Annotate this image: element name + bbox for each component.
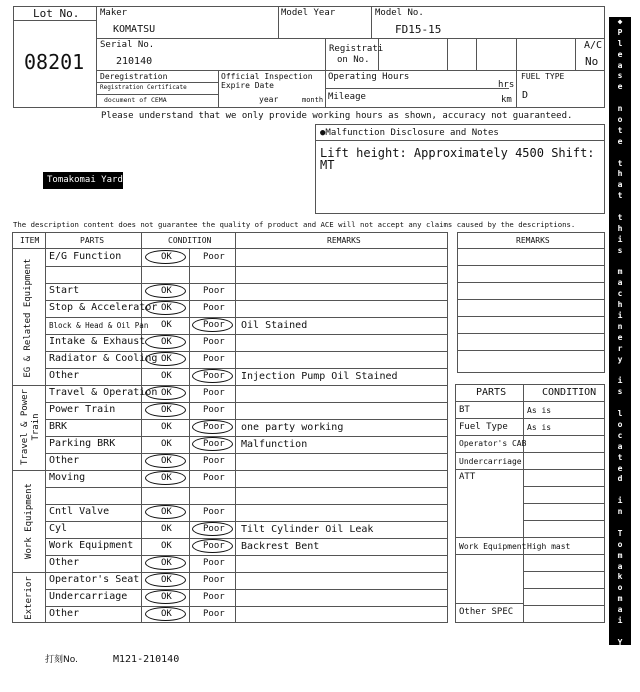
sidebar-char [609, 398, 631, 409]
serial-no-value: 210140 [116, 56, 153, 67]
sidebar-char: a [617, 441, 623, 451]
sidebar-char: a [617, 648, 623, 658]
option-ok[interactable]: OK [161, 371, 172, 381]
malfunction-title: ●Malfunction Disclosure and Notes [320, 128, 499, 138]
sidebar-char: c [617, 289, 623, 299]
row-remarks: Oil Stained [241, 320, 308, 331]
sidebar-char [609, 485, 631, 496]
row-part: Other [49, 608, 80, 619]
selected-ok-oval [145, 454, 186, 468]
option-ok[interactable]: OK [161, 473, 172, 483]
option-ok[interactable]: OK [161, 422, 172, 432]
sidebar-char: s [617, 387, 623, 397]
option-ok[interactable]: OK [161, 320, 172, 330]
sidebar-char: T [617, 528, 623, 538]
sidebar-char: o [617, 539, 623, 549]
row-part: Other [49, 370, 80, 381]
model-year-label: Model Year [281, 8, 336, 18]
sidebar-char [609, 366, 631, 377]
sidebar-char: l [617, 409, 623, 419]
row-part: Stop & Accelerator [49, 302, 158, 313]
option-ok[interactable]: OK [161, 609, 172, 619]
sidebar-char: y [617, 354, 623, 364]
sidebar-char: i [617, 234, 623, 244]
sidebar-char: m [617, 550, 623, 560]
option-poor[interactable]: Poor [203, 456, 225, 466]
sidebar-char [609, 257, 631, 268]
group-label-travel: Travel & Power Train [20, 389, 41, 465]
sidebar-char: t [617, 125, 623, 135]
option-poor[interactable]: Poor [203, 320, 225, 330]
option-poor[interactable]: Poor [203, 558, 225, 568]
sidebar-char: t [617, 452, 623, 462]
sidebar-char: h [617, 300, 623, 310]
right-part-undercarriage: Undercarriage [459, 457, 522, 466]
option-poor[interactable]: Poor [203, 286, 225, 296]
sidebar-char: c [617, 430, 623, 440]
sidebar-char: r [617, 343, 623, 353]
row-part: Moving [49, 472, 86, 483]
selected-poor-oval [192, 522, 233, 536]
sidebar-char [609, 518, 631, 529]
sidebar-char: o [617, 583, 623, 593]
row-part: Other [49, 455, 80, 466]
option-poor[interactable]: Poor [203, 354, 225, 364]
sidebar-char [609, 93, 631, 104]
operating-hours-label: Operating Hours [328, 72, 410, 82]
selected-ok-oval [145, 556, 186, 570]
sidebar-char [609, 148, 631, 159]
registration-label-1: Registrati [329, 44, 384, 54]
right-part-fuel: Fuel Type [459, 422, 508, 432]
selected-ok-oval [145, 301, 186, 315]
sidebar-char: ◆ [617, 681, 623, 691]
option-poor[interactable]: Poor [203, 609, 225, 619]
sidebar-char: i [617, 496, 623, 506]
hrs-label: hrs [498, 80, 515, 90]
sidebar-char: e [617, 82, 623, 92]
row-part: Radiator & Cooling [49, 353, 158, 364]
row-part: E/G Function [49, 251, 122, 262]
sidebar-char: h [617, 223, 623, 233]
sidebar-char: n [617, 507, 623, 517]
option-poor[interactable]: Poor [203, 575, 225, 585]
row-part: Work Equipment [49, 540, 134, 551]
header-parts: PARTS [80, 236, 105, 245]
row-part: Operator's Seat [49, 574, 140, 585]
sidebar-char: e [617, 332, 623, 342]
notice-text: Please understand that we only provide working hours as shown, accuracy not guaranteed. [101, 111, 573, 121]
option-poor[interactable]: Poor [203, 439, 225, 449]
option-poor[interactable]: Poor [203, 422, 225, 432]
option-poor[interactable]: Poor [203, 473, 225, 483]
malfunction-line-1: Lift height: Approximately 4500 Shift: [320, 146, 595, 160]
serial-no-label: Serial No. [100, 40, 155, 50]
right-part-other-spec: Other SPEC [459, 607, 514, 617]
sidebar-char: a [617, 278, 623, 288]
sidebar-char: e [617, 463, 623, 473]
header-item: ITEM [20, 236, 40, 245]
option-poor[interactable]: Poor [203, 337, 225, 347]
selected-poor-oval [192, 369, 233, 383]
option-ok[interactable]: OK [161, 507, 172, 517]
selected-poor-oval [192, 420, 233, 434]
option-poor[interactable]: Poor [203, 507, 225, 517]
right-part-work: Work Equipment [459, 542, 527, 551]
selected-ok-oval [145, 284, 186, 298]
sidebar-char: h [617, 169, 623, 179]
selected-ok-oval [145, 335, 186, 349]
sidebar-char: a [617, 180, 623, 190]
option-ok[interactable]: OK [161, 558, 172, 568]
right-header-parts: PARTS [476, 387, 507, 398]
option-poor[interactable]: Poor [203, 303, 225, 313]
row-part: Parking BRK [49, 438, 116, 449]
option-poor[interactable]: Poor [203, 405, 225, 415]
row-part: Cntl Valve [49, 506, 110, 517]
sidebar-char: t [617, 158, 623, 168]
official-inspection-label: Official Inspection [221, 72, 313, 81]
selected-poor-oval [192, 539, 233, 553]
selected-ok-oval [145, 250, 186, 264]
sidebar-char [609, 202, 631, 213]
option-ok[interactable]: OK [161, 337, 172, 347]
row-remarks: Backrest Bent [241, 541, 320, 552]
sidebar-char: t [617, 191, 623, 201]
sidebar-char: a [617, 561, 623, 571]
selected-ok-oval [145, 352, 186, 366]
document-cema-label: document of CEMA [104, 96, 167, 104]
sidebar-char: m [617, 594, 623, 604]
row-remarks: Tilt Cylinder Oil Leak [241, 524, 374, 535]
yard-label: Tomakomai Yard [47, 175, 123, 185]
selected-ok-oval [145, 403, 186, 417]
right-cond-work: High mast [527, 542, 571, 551]
option-ok[interactable]: OK [161, 439, 172, 449]
selected-ok-oval [145, 573, 186, 587]
ac-label: A/C [584, 40, 603, 51]
header-remarks: REMARKS [327, 236, 361, 245]
sidebar-char: i [617, 615, 623, 625]
disclaimer-text: The description content does not guarantee the quality of product and ACE will not accept any claims caused by the descriptions. [13, 220, 576, 229]
right-cond-fuel: As is [527, 423, 552, 432]
model-no-label: Model No. [375, 8, 424, 18]
option-ok[interactable]: OK [161, 405, 172, 415]
row-remarks: Malfunction [241, 439, 308, 450]
option-poor[interactable]: Poor [203, 388, 225, 398]
option-poor[interactable]: Poor [203, 371, 225, 381]
sidebar-char: n [617, 321, 623, 331]
selected-ok-oval [145, 505, 186, 519]
option-poor[interactable]: Poor [203, 592, 225, 602]
expire-date-label: Expire Date [221, 81, 274, 90]
row-part: Start [49, 285, 80, 296]
sidebar-char: d [617, 670, 623, 680]
group-label-exterior: Exterior [24, 576, 34, 620]
option-ok[interactable]: OK [161, 456, 172, 466]
sidebar-char: a [617, 605, 623, 615]
sidebar-char: ◆ [617, 17, 623, 26]
sidebar-char: e [617, 49, 623, 59]
group-label-eg: EG & Related Equipment [23, 258, 33, 378]
right-remarks-table [457, 232, 605, 373]
row-part: BRK [49, 421, 68, 432]
fuel-type-label: FUEL TYPE [521, 72, 565, 81]
option-ok[interactable]: OK [161, 303, 172, 313]
lot-no-label: Lot No. [33, 7, 80, 20]
sidebar-char: e [617, 136, 623, 146]
option-ok[interactable]: OK [161, 354, 172, 364]
row-part: Undercarriage [49, 591, 128, 602]
registration-certificate-label: Registration Certificate [100, 84, 187, 91]
sidebar-char: t [617, 213, 623, 223]
sidebar-char [609, 627, 631, 638]
registration-label-2: on No. [337, 55, 370, 65]
selected-ok-oval [145, 386, 186, 400]
selected-ok-oval [145, 607, 186, 621]
sidebar-char: a [617, 60, 623, 70]
option-ok[interactable]: OK [161, 541, 172, 551]
row-part: Power Train [49, 404, 116, 415]
option-poor[interactable]: Poor [203, 541, 225, 551]
sidebar-char: i [617, 376, 623, 386]
row-part: Intake & Exhaust [49, 336, 146, 347]
selected-ok-oval [145, 471, 186, 485]
right-header-condition: CONDITION [542, 387, 597, 398]
selected-ok-oval [145, 590, 186, 604]
selected-poor-oval [192, 318, 233, 332]
sidebar-char: d [617, 474, 623, 484]
option-poor[interactable]: Poor [203, 252, 225, 262]
option-ok[interactable]: OK [161, 592, 172, 602]
maker-value: KOMATSU [113, 24, 156, 35]
row-part: Travel & Operation [49, 387, 158, 398]
right-part-bt: BT [459, 405, 470, 415]
group-label-work: Work Equipment [24, 483, 34, 559]
right-part-att: ATT [459, 472, 476, 482]
sidebar-char: r [617, 659, 623, 669]
ac-value: No [585, 55, 599, 68]
sidebar-char: i [617, 311, 623, 321]
sidebar-char: k [617, 572, 623, 582]
month-label: month [302, 96, 324, 104]
right-part-cab: Operator's CAB [459, 439, 527, 448]
stamp-label: 打刻No. [45, 655, 78, 665]
selected-poor-oval [192, 437, 233, 451]
km-label: km [501, 95, 512, 105]
right-remarks-header: REMARKS [516, 236, 550, 245]
sidebar-char: Y [617, 637, 623, 647]
sidebar-char: o [617, 115, 623, 125]
option-ok[interactable]: OK [161, 286, 172, 296]
location-sidebar [609, 17, 631, 691]
row-part: Other [49, 557, 80, 568]
row-remarks: one party working [241, 422, 344, 433]
sidebar-char: m [617, 267, 623, 277]
lot-no: 08201 [24, 50, 85, 74]
deregistration-label: Deregistration [100, 72, 168, 81]
option-ok[interactable]: OK [161, 524, 172, 534]
sidebar-char: P [617, 27, 623, 37]
right-cond-bt: As is [527, 406, 552, 415]
maker-label: Maker [100, 8, 128, 18]
mileage-label: Mileage [328, 92, 366, 102]
header-condition: CONDITION [168, 236, 212, 245]
year-label: year [259, 95, 279, 104]
sidebar-char: n [617, 104, 623, 114]
stamp-value: M121-210140 [113, 654, 180, 665]
malfunction-line-2: MT [320, 158, 335, 172]
fuel-type-value: D [522, 90, 529, 101]
row-part: Block & Head & Oil Pan [49, 321, 149, 330]
sidebar-char: o [617, 419, 623, 429]
sidebar-char: s [617, 71, 623, 81]
option-ok[interactable]: OK [161, 575, 172, 585]
option-ok[interactable]: OK [161, 388, 172, 398]
sidebar-char: l [617, 38, 623, 48]
sidebar-char: s [617, 245, 623, 255]
row-remarks: Injection Pump Oil Stained [241, 371, 398, 382]
row-part: Cyl [49, 523, 68, 534]
model-no-value: FD15-15 [395, 23, 442, 36]
option-poor[interactable]: Poor [203, 524, 225, 534]
option-ok[interactable]: OK [161, 252, 172, 262]
